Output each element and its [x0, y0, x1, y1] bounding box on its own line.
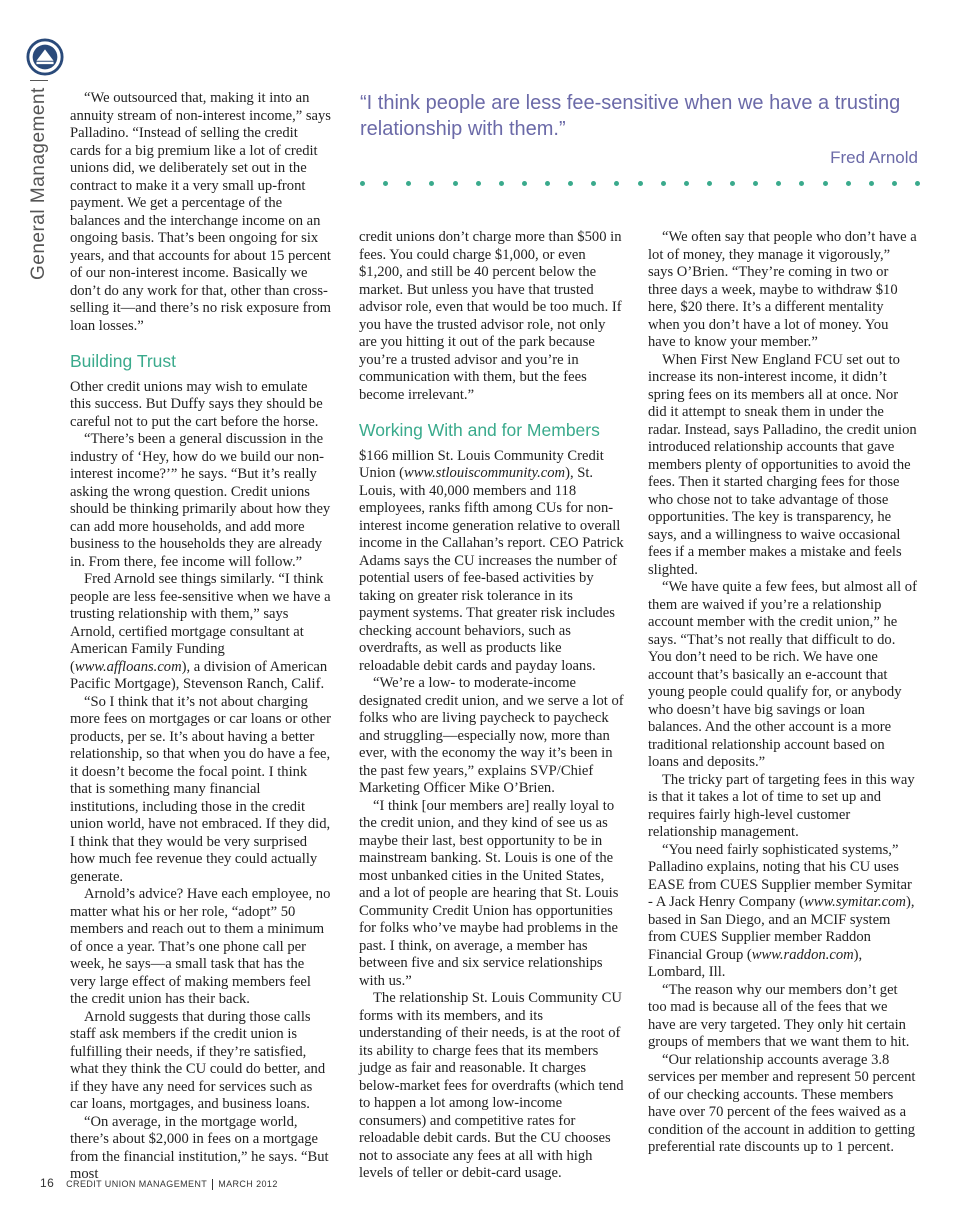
pull-quote: [360, 90, 920, 167]
paragraph-text: “You need fairly sophisticated systems,” Palladino explains, noting that his CU uses EASE from CUES Supplier member Symitar - A Jack Henry Company (: [648, 841, 912, 910]
paragraph: “The reason why our members don’t get too mad is because all of the fees that we have are very targeted. They only hit certain groups of members that we want them to hit.: [648, 981, 910, 1050]
paragraph: “We outsourced that, making it into an annuity stream of non-interest income,” says Palladino. “Instead of selling the credit cards for a big premium like a lot of credit unions did, we deliberately set out in the contract to make it a very small up-front payment. We get a percentage of the balances and the interchange income on an ongoing basis. That’s been ongoing for six years, and that accounts for about 15 percent of our non-interest income. Basically we don’t do any work for that, other than cross-selling it—and there’s no risk exposure from loan losses.”: [70, 90, 332, 334]
paragraph-text: ), based in San Diego, and an MCIF system from CUES Supplier member Raddon Financial Group (: [648, 894, 915, 963]
section-label-divider: [30, 80, 48, 81]
paragraph: The relationship St. Louis Community CU forms with its members, and its understanding of their needs, is at the root of its ability to charge fees that its members judge as fair and reasonable. It charges below-market fees for overdrafts (which tend to happen a lot among low-income consumers) and competitive rates for reloadable debit cards. But the CU chooses not to associate any fees at all with high levels of teller or debit-card usage.: [359, 990, 624, 1181]
issue-date: MARCH 2012: [218, 1179, 278, 1189]
paragraph: “We’re a low- to moderate-income designated credit union, and we serve a lot of folks who are living paycheck to paycheck and struggling—especially now, more than ever, with the economy the way it’s been in the past few years,” explains SVP/Chief Marketing Officer Mike O’Brien.: [359, 675, 624, 796]
paragraph: Other credit unions may wish to emulate this success. But Duffy says they should be careful not to put the cart before the horse.: [70, 378, 323, 430]
publication-name: CREDIT UNION MANAGEMENT: [66, 1179, 208, 1189]
article-column-3: [648, 229, 918, 1157]
page-number: 16: [40, 1176, 55, 1190]
subheading-building-trust: Building Trust: [70, 351, 177, 371]
paragraph: credit unions don’t charge more than $500 in fees. You could charge $1,000, or even $1,200, and still be 40 percent below the market. But unless you have that trusted advisor role, even that would be too much. If you have the trusted advisor role, not only are you hitting it out of the park because you’re a trusted advisor and you’re in communication with them, but the fees become irrelevant.”: [359, 229, 622, 403]
pull-quote-attribution: Fred Arnold: [830, 148, 918, 167]
url-link[interactable]: www.stlouiscommunity.com: [404, 465, 566, 481]
paragraph: “There’s been a general discussion in the industry of ‘Hey, how do we build our non-interest income?’” he says. “But it’s really asking the wrong question. Credit unions should be thinking primarily about how they can add more households, and add more business to the households they are already in. From there, fee income will follow.”: [70, 431, 331, 570]
cues-logo-icon: [26, 38, 64, 76]
paragraph: “We often say that people who don’t have a lot of money, they manage it vigorously,” says O’Brien. “They’re coming in two or three days a week, maybe to withdraw $10 here, $20 there. It’s a different mentality when you don’t have a lot of money. You have to know your member.”: [648, 229, 917, 350]
url-link[interactable]: www.raddon.com: [751, 946, 854, 963]
subheading-working-with-members: Working With and for Members: [359, 420, 600, 440]
paragraph: [70, 571, 332, 694]
paragraph: “So I think that it’s not about charging more fees on mortgages or car loans or other products, per se. It’s about having a better relationship, so that when you do have a fee, it doesn’t become the focal point. I think that is something many financial institutions, including those in the credit union world, have not embraced. If they did, I think that they would be very surprised how much fee revenue they could actually generate.: [70, 693, 331, 885]
paragraph: Arnold’s advice? Have each employee, no matter what his or her role, “adopt” 50 members and reach out to them a minimum of once a year. That’s one phone call per week, he says—a small task that has the very large effect of making members feel the credit union has their back.: [70, 886, 331, 1007]
url-link[interactable]: www.affloans.com: [74, 658, 182, 675]
page-footer: [40, 1176, 278, 1190]
url-link[interactable]: www.symitar.com: [804, 894, 906, 910]
paragraph: “I think [our members are] really loyal to the credit union, and they kind of see us as maybe their last, best opportunity to be in mainstream banking. St. Louis is one of the most unbanked cities in the United States, and a lot of people are hearing that St. Louis Community Credit Union has opportunities for folks who’ve maybe had problems in the past. I think, on average, a member has between five and six service relationships with us.”: [359, 797, 619, 989]
paragraph: [648, 842, 918, 982]
article-column-2: [359, 229, 625, 1183]
article-column-1: [70, 90, 332, 1184]
paragraph: [359, 448, 625, 676]
paragraph-text: Fred Arnold see things similarly. “I think people are less fee-sensitive when we have a trusting relationship with them,” says Arnold, certified mortgage consultant at American Family Funding (: [70, 571, 331, 675]
footer-divider: [212, 1179, 213, 1190]
section-label: [28, 80, 50, 280]
paragraph: When First New England FCU set out to increase its non-interest income, it didn’t spring fees on its members all at once. Nor did it attempt to sneak them in under the radar. Instead, says Palladino, the credit union introduced relationship accounts that gave members plenty of opportunities to avoid the fees. Then it started charging fees for those who chose not to take advantage of those opportunities. The key is transparency, he says, and a willingness to waive occasional fees if a member makes a mistake and feels slighted.: [648, 351, 917, 578]
paragraph-text: $166 million St. Louis Community Credit Union (: [359, 447, 604, 481]
paragraph-text: ), St. Louis, with 40,000 members and 118 employees, ranks fifth among CUs for non-interest income generation relative to overall income in the Callahan’s report. CEO Patrick Adams says the CU increases the number of potential users of fee-based activities by taking on greater risk tolerance in its payment systems. That greater risk includes checking account behaviors, such as overdrafts, as well as products like reloadable debit cards and payday loans.: [359, 465, 624, 674]
pull-quote-text: “I think people are less fee-sensitive when we have a trusting relationship with them.”: [360, 92, 901, 140]
paragraph: The tricky part of targeting fees in this way is that it takes a lot of time to set up and requires fairly high-level customer relationship management.: [648, 771, 915, 840]
paragraph: “On average, in the mortgage world, there’s about $2,000 in fees on a mortgage from the financial institution,” he says. “But most: [70, 1113, 329, 1182]
paragraph-text: ), Lombard, Ill.: [648, 946, 863, 980]
paragraph: “Our relationship accounts average 3.8 services per member and represent 50 percent of our checking accounts. These members have over 70 percent of the fees waived as a condition of the account in addition to getting preferential rate discounts up to 1 percent.: [648, 1051, 916, 1155]
dotted-divider: [360, 177, 920, 189]
paragraph: Arnold suggests that during those calls staff ask members if the credit union is fulfilling their needs, if they’re satisfied, what they think the CU could do better, and if they have any need for services such as car loans, mortgages, and business loans.: [70, 1008, 326, 1112]
paragraph: “We have quite a few fees, but almost all of them are waived if you’re a relationship account member with the credit union,” he says. “That’s not really that difficult to do. You don’t need to be rich. We have one account that’s basically an e-account that young people could qualify for, or anybody who doesn’t have big savings or loan balances. And the other account is a more traditional relationship account based on loans and deposits.”: [648, 579, 917, 770]
paragraph-text: ), a division of American Pacific Mortgage), Stevenson Ranch, Calif.: [70, 658, 328, 692]
section-label-text: General Management: [28, 87, 49, 280]
